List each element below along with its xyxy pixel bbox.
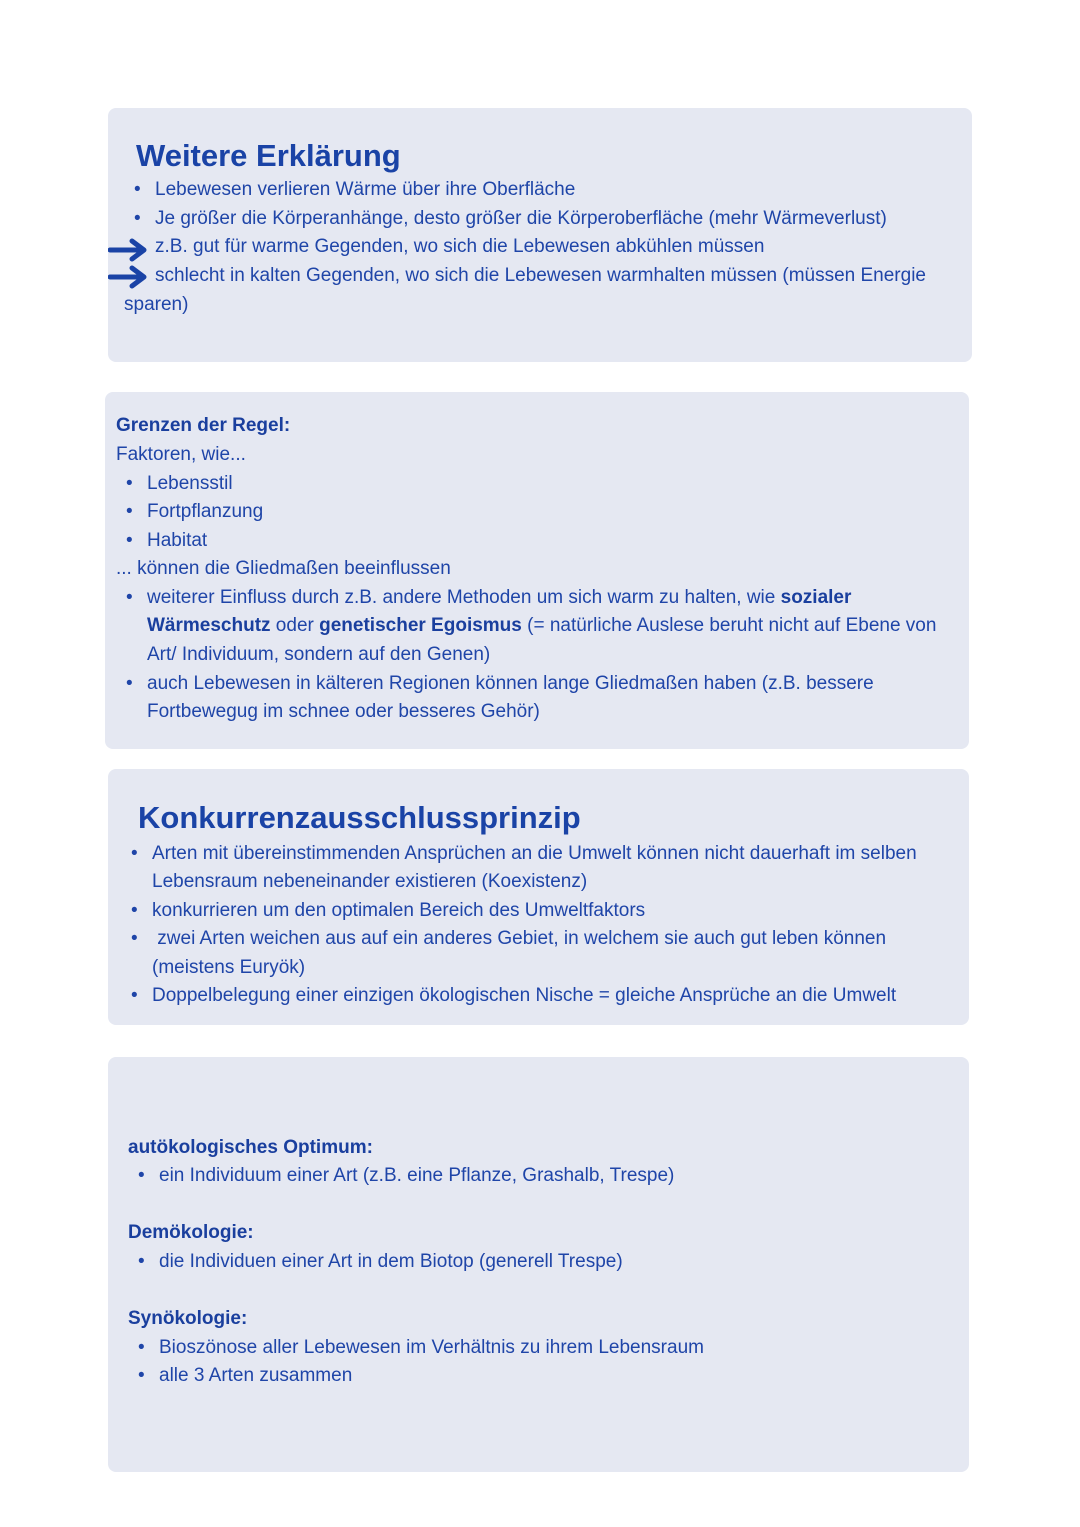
list-item: • Habitat: [147, 526, 207, 555]
outro-text: ... können die Gliedmaßen beeinflussen: [116, 558, 451, 579]
section-heading: Synökologie:: [128, 1308, 248, 1329]
list-item: • Je größer die Körperanhänge, desto größer die Körperoberfläche (mehr Wärmeverlust): [155, 204, 887, 233]
arrow-line-continuation: sparen): [124, 294, 189, 315]
list-item-continuation: (meistens Euryök): [152, 957, 306, 978]
arrow-line: z.B. gut für warme Gegenden, wo sich die Lebewesen abkühlen müssen: [155, 236, 765, 257]
list-item-continuation: Art/ Individuum, sondern auf den Genen): [147, 644, 491, 665]
list-item: • Lebensstil: [147, 469, 233, 498]
list-item: • Lebewesen verlieren Wärme über ihre Oberfläche: [155, 175, 575, 204]
list-item: • ein Individuum einer Art (z.B. eine Pflanze, Grashalb, Trespe): [159, 1161, 674, 1190]
right-arrow-icon: [108, 238, 148, 262]
arrow-line: schlecht in kalten Gegenden, wo sich die Lebewesen warmhalten müssen (müssen Energie: [155, 265, 926, 286]
list-item: • konkurrieren um den optimalen Bereich des Umweltfaktors: [152, 896, 645, 925]
list-item: • Fortpflanzung: [147, 497, 263, 526]
section-heading: Grenzen der Regel:: [116, 415, 291, 436]
intro-text: Faktoren, wie...: [116, 444, 246, 465]
section-title: Konkurrenzausschlussprinzip: [138, 800, 581, 835]
section-heading: autökologisches Optimum:: [128, 1137, 373, 1158]
list-item: • alle 3 Arten zusammen: [159, 1361, 352, 1390]
list-item: • auch Lebewesen in kälteren Regionen können lange Gliedmaßen haben (z.B. bessere: [147, 669, 874, 698]
list-item-continuation: Fortbewegug im schnee oder besseres Gehör): [147, 701, 540, 722]
list-item: • Bioszönose aller Lebewesen im Verhältnis zu ihrem Lebensraum: [159, 1333, 704, 1362]
list-item: • Doppelbelegung einer einzigen ökologischen Nische = gleiche Ansprüche an die Umwelt: [152, 981, 896, 1010]
list-item-continuation: Lebensraum nebeneinander existieren (Koexistenz): [152, 871, 588, 892]
list-item: • weiterer Einfluss durch z.B. andere Methoden um sich warm zu halten, wie sozialer: [147, 583, 851, 612]
list-item: • die Individuen einer Art in dem Biotop (generell Trespe): [159, 1247, 623, 1276]
list-item-continuation: Wärmeschutz oder genetischer Egoismus (= natürliche Auslese beruht nicht auf Ebene von: [147, 615, 937, 636]
list-item: • zwei Arten weichen aus auf ein anderes Gebiet, in welchem sie auch gut leben können: [152, 924, 886, 953]
section-title: Weitere Erklärung: [136, 138, 401, 173]
right-arrow-icon: [108, 265, 148, 289]
section-heading: Demökologie:: [128, 1222, 254, 1243]
list-item: • Arten mit übereinstimmenden Ansprüchen an die Umwelt können nicht dauerhaft im selben: [152, 839, 917, 868]
